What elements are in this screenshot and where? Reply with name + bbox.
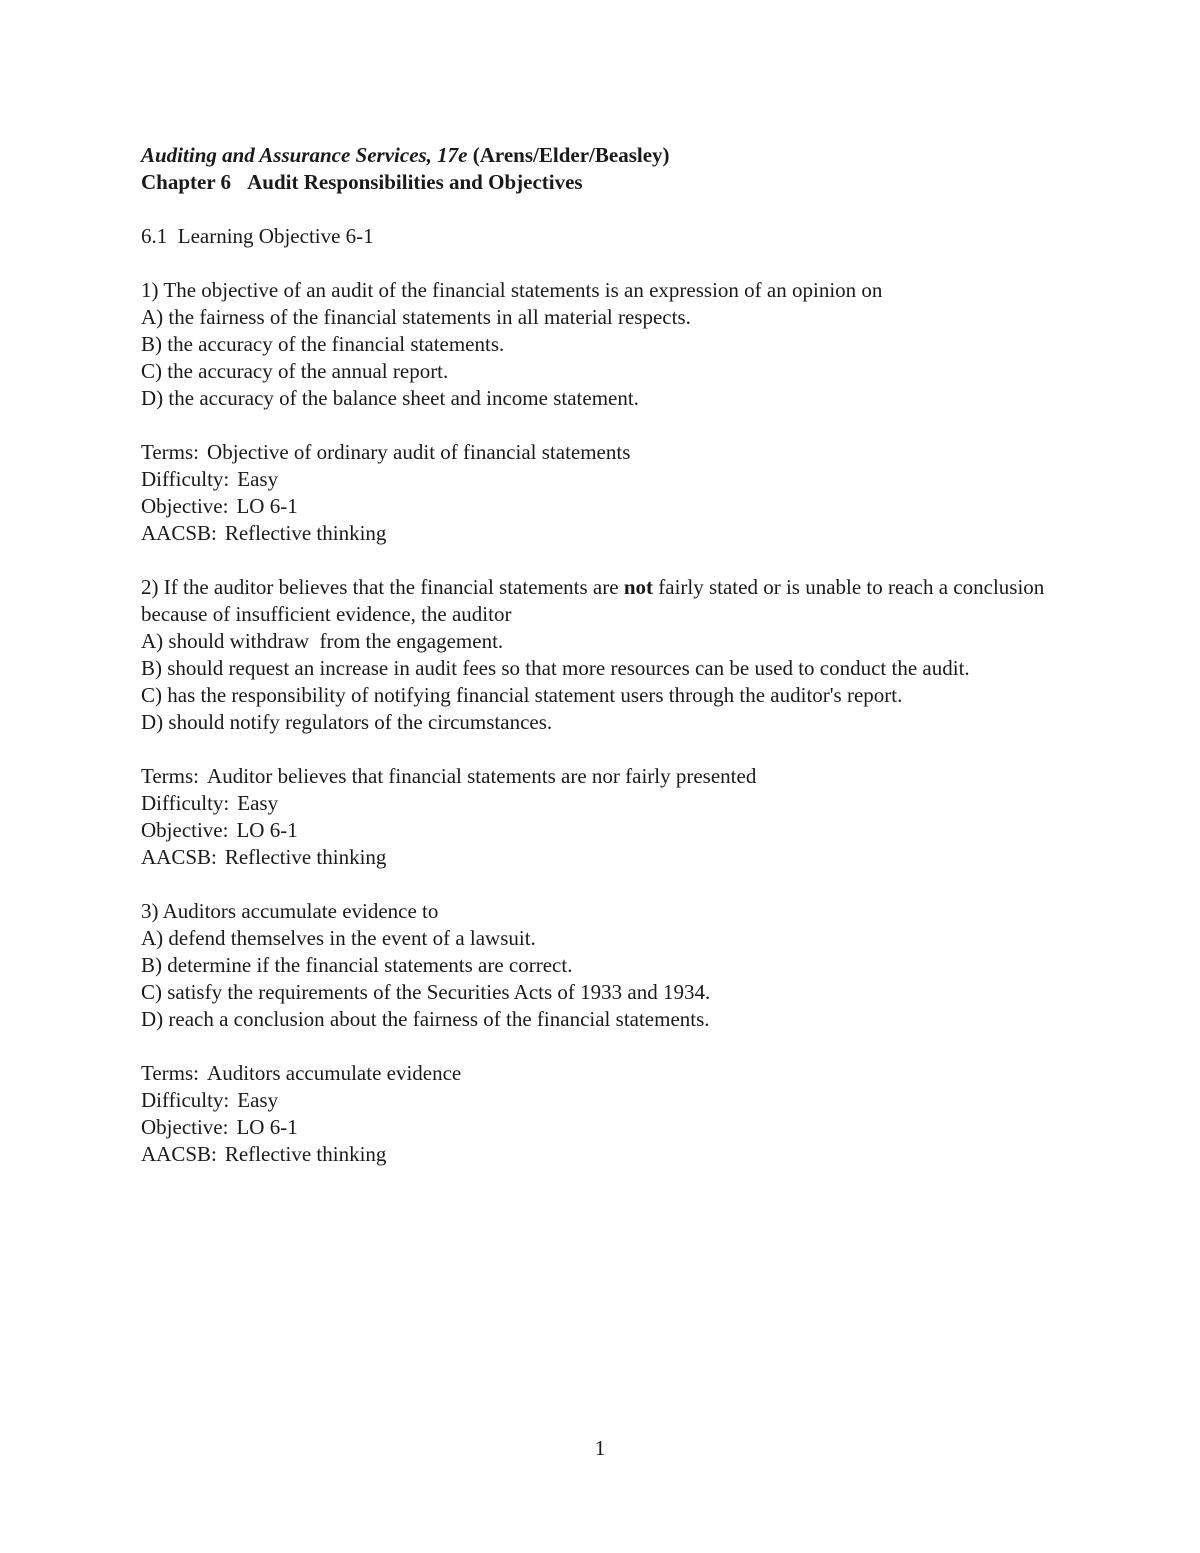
spacer [141, 412, 1071, 439]
objective-label: Objective: [141, 1115, 229, 1139]
aacsb-label: AACSB: [141, 1142, 217, 1166]
question-2 [141, 574, 1071, 871]
answer-option-d: D) reach a conclusion about the fairness of the financial statements. [141, 1007, 710, 1031]
spacer [141, 547, 1071, 574]
answer-option-a: A) defend themselves in the event of a lawsuit. [141, 926, 536, 950]
objective-line [141, 1114, 1071, 1141]
question-stem: 1) The objective of an audit of the financial statements is an expression of an opinion on [141, 278, 883, 302]
spacer [141, 1033, 1071, 1060]
difficulty-label: Difficulty: [141, 1088, 230, 1112]
answer-option-d: D) should notify regulators of the circumstances. [141, 710, 553, 734]
terms-label: Terms: [141, 764, 200, 788]
question-stem-emphasis: not [623, 575, 653, 599]
objective-value: LO 6-1 [236, 494, 298, 518]
question-stem-start: 2) If the auditor believes that the financial statements are [141, 575, 624, 599]
aacsb-line [141, 1141, 1071, 1168]
difficulty-line [141, 1087, 1071, 1114]
difficulty-line [141, 466, 1071, 493]
difficulty-line [141, 790, 1071, 817]
chapter-title: Audit Responsibilities and Objectives [247, 170, 583, 194]
objective-label: Objective: [141, 818, 229, 842]
chapter-heading [141, 169, 1071, 196]
terms-value: Auditors accumulate evidence [207, 1061, 462, 1085]
terms-label: Terms: [141, 440, 200, 464]
objective-value: LO 6-1 [236, 1115, 298, 1139]
book-title-line [141, 142, 1071, 169]
answer-option-a: A) should withdraw from the engagement. [141, 629, 504, 653]
terms-value: Objective of ordinary audit of financial statements [207, 440, 631, 464]
spacer [141, 196, 1071, 223]
page-number: 1 [594, 1436, 606, 1460]
objective-label: Objective: [141, 494, 229, 518]
terms-label: Terms: [141, 1061, 200, 1085]
answer-option-b: B) should request an increase in audit fees so that more resources can be used to conduct the audit. [141, 656, 970, 680]
objective-line [141, 817, 1071, 844]
spacer [141, 250, 1071, 277]
question-3 [141, 898, 1071, 1168]
answer-option-d: D) the accuracy of the balance sheet and income statement. [141, 386, 639, 410]
objective-value: LO 6-1 [236, 818, 298, 842]
difficulty-value: Easy [237, 791, 279, 815]
answer-option-a: A) the fairness of the financial statements in all material respects. [141, 305, 691, 329]
aacsb-label: AACSB: [141, 521, 217, 545]
difficulty-label: Difficulty: [141, 467, 230, 491]
section-heading: 6.1 Learning Objective 6-1 [141, 224, 374, 248]
book-title: Auditing and Assurance Services, 17e [141, 143, 468, 167]
book-authors: (Arens/Elder/Beasley) [472, 143, 670, 167]
difficulty-label: Difficulty: [141, 791, 230, 815]
answer-option-b: B) the accuracy of the financial statements. [141, 332, 505, 356]
terms-value: Auditor believes that financial statements are nor fairly presented [207, 764, 757, 788]
answer-option-c: C) satisfy the requirements of the Securities Acts of 1933 and 1934. [141, 980, 711, 1004]
answer-option-c: C) has the responsibility of notifying financial statement users through the auditor's report. [141, 683, 903, 707]
question-1 [141, 277, 1071, 547]
chapter-number: Chapter 6 [141, 170, 232, 194]
question-stem-end: fairly stated or is unable to reach a conclusion because of insufficient evidence, the auditor [141, 575, 1045, 626]
aacsb-value: Reflective thinking [224, 845, 387, 869]
answer-option-c: C) the accuracy of the annual report. [141, 359, 449, 383]
aacsb-label: AACSB: [141, 845, 217, 869]
difficulty-value: Easy [237, 467, 279, 491]
question-stem [141, 574, 1061, 628]
terms-line [141, 763, 1071, 790]
spacer [141, 871, 1071, 898]
aacsb-line [141, 844, 1071, 871]
objective-line [141, 493, 1071, 520]
spacer [141, 736, 1071, 763]
aacsb-line [141, 520, 1071, 547]
question-stem: 3) Auditors accumulate evidence to [141, 899, 439, 923]
answer-option-b: B) determine if the financial statements are correct. [141, 953, 573, 977]
terms-line [141, 1060, 1071, 1087]
aacsb-value: Reflective thinking [224, 1142, 387, 1166]
aacsb-value: Reflective thinking [224, 521, 387, 545]
difficulty-value: Easy [237, 1088, 279, 1112]
terms-line [141, 439, 1071, 466]
document-page [141, 142, 1071, 1168]
